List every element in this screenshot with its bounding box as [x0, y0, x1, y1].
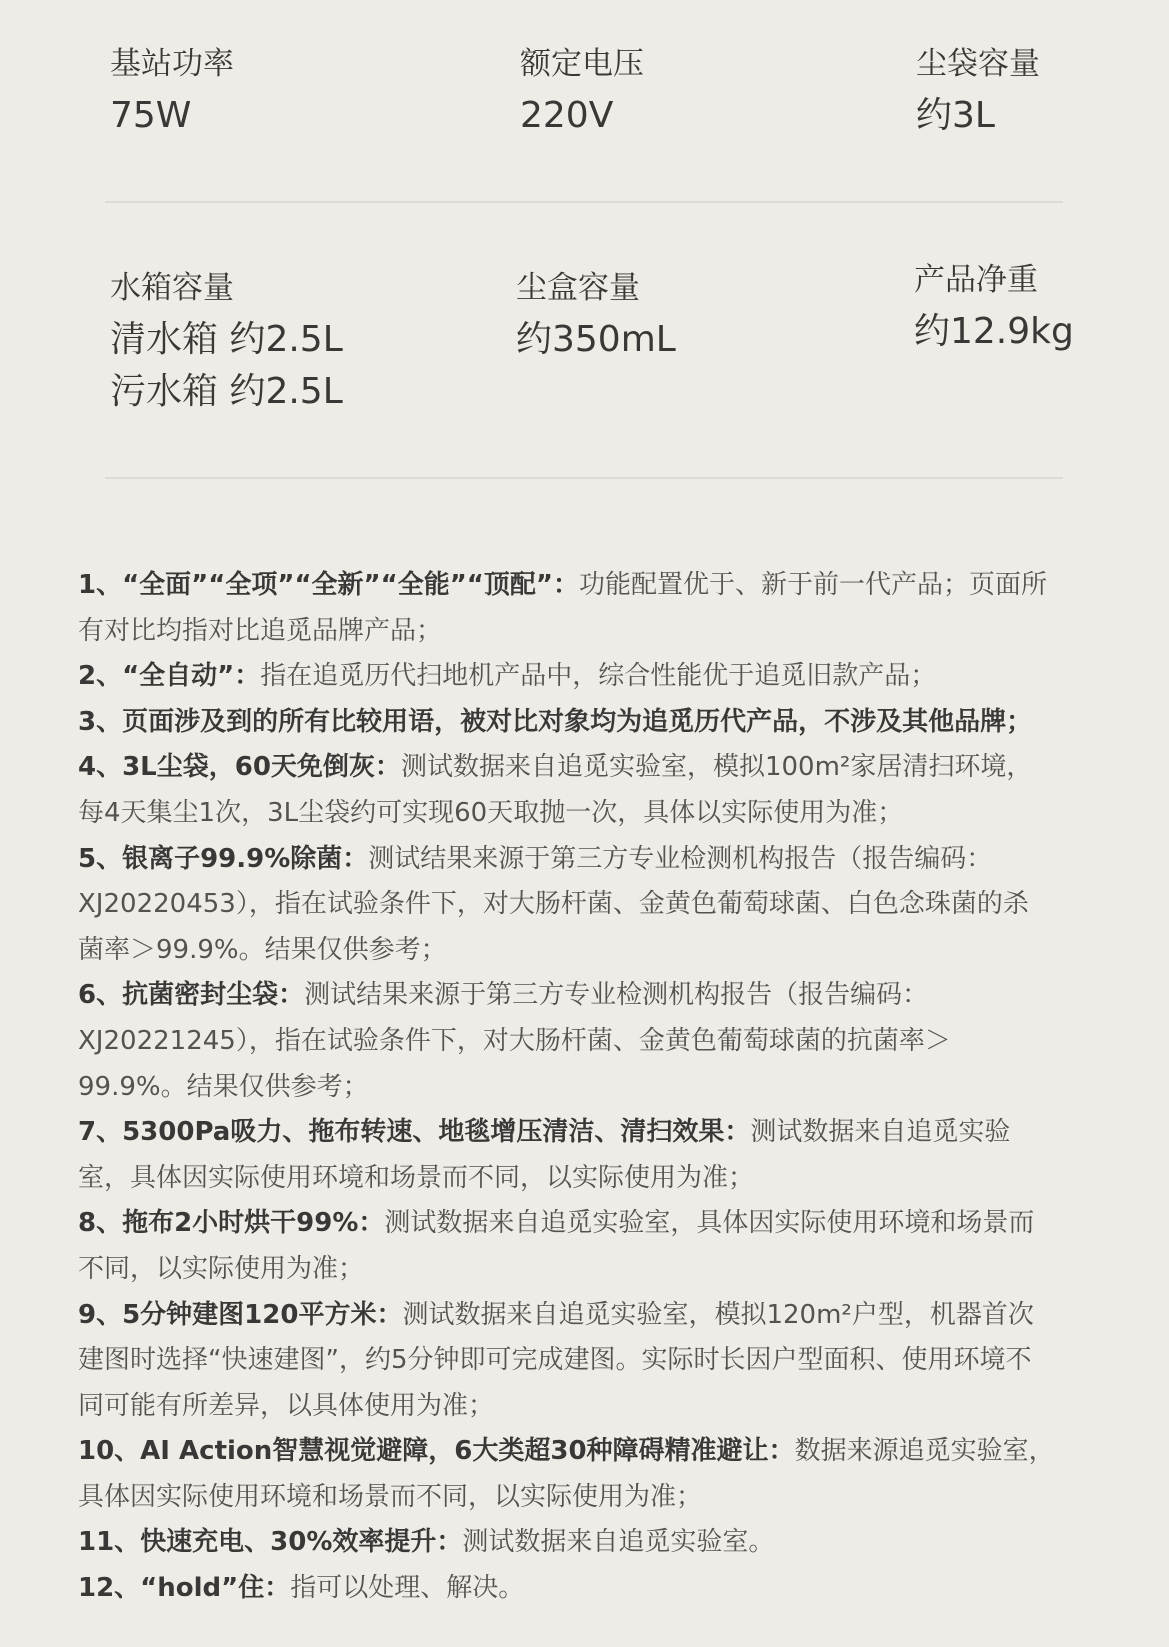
spec-value: 75W: [110, 95, 192, 136]
spec-value: 约3L: [916, 95, 995, 136]
note-text: 不同，以实际使用为准；: [78, 1253, 365, 1284]
note-line: [78, 700, 1118, 746]
note-text: 测试结果来源于第三方专业检测机构报告（报告编码：: [368, 843, 993, 874]
spec-label: 水箱容量: [110, 270, 234, 306]
note-line: [78, 1520, 1118, 1566]
note-line: [78, 745, 1118, 791]
note-line: [78, 1475, 1118, 1521]
note-text: 测试数据来自追觅实验室，具体因实际使用环境和场景而: [384, 1208, 1035, 1239]
spec-value: 220V: [520, 95, 614, 136]
spec-dust-bag-capacity: [916, 46, 1040, 142]
note-text: 同可能有所差异，以具体使用为准；: [78, 1390, 495, 1421]
note-line: [78, 1065, 1118, 1111]
spec-value-clean-tank: 清水箱 约2.5L: [110, 319, 343, 360]
note-line: [78, 1201, 1118, 1247]
spec-net-weight: [914, 262, 1074, 358]
spec-value: 约350mL: [516, 319, 676, 360]
spec-label: 额定电压: [520, 46, 644, 82]
spec-dust-box-capacity: [516, 270, 676, 366]
spec-rated-voltage: [520, 46, 644, 142]
note-emphasis: 3、页面涉及到的所有比较用语，被对比对象均为追觅历代产品，不涉及其他品牌；: [78, 706, 1033, 737]
spec-value: 约12.9kg: [914, 311, 1074, 352]
note-text: 测试数据来自追觅实验室，模拟120m²户型，机器首次: [402, 1299, 1034, 1330]
note-line: [78, 1566, 1118, 1612]
note-text: 指在追觅历代扫地机产品中，综合性能优于追觅旧款产品；: [260, 661, 937, 692]
spec-label: 产品净重: [914, 262, 1038, 298]
note-emphasis: 6、抗菌密封尘袋：: [78, 980, 305, 1011]
spec-station-power: [110, 46, 234, 142]
note-line: [78, 1019, 1118, 1065]
note-line: [78, 1156, 1118, 1202]
note-text: 每4天集尘1次，3L尘袋约可实现60天取抛一次，具体以实际使用为准；: [78, 797, 904, 828]
note-line: [78, 1247, 1118, 1293]
note-line: [78, 1338, 1118, 1384]
note-line: [78, 928, 1118, 974]
footnotes: [78, 563, 1118, 1612]
note-line: [78, 837, 1118, 883]
note-text: 有对比均指对比追觅品牌产品；: [78, 615, 443, 646]
spec-label: 尘袋容量: [916, 46, 1040, 82]
note-text: 测试数据来自追觅实验室。: [462, 1527, 775, 1558]
note-line: [78, 609, 1118, 655]
note-text: 99.9%。结果仅供参考；: [78, 1071, 369, 1102]
note-emphasis: 1、“全面”“全项”“全新”“全能”“顶配”：: [78, 570, 579, 600]
note-text: 菌率＞99.9%。结果仅供参考；: [78, 934, 447, 965]
note-text: 室，具体因实际使用环境和场景而不同，以实际使用为准；: [78, 1162, 755, 1193]
note-emphasis: 5、银离子99.9%除菌：: [78, 843, 369, 874]
note-emphasis: 2、“全自动”：: [78, 661, 261, 692]
note-text: 功能配置优于、新于前一代产品；页面所: [578, 570, 1047, 600]
note-line: [78, 1293, 1118, 1339]
note-line: [78, 973, 1118, 1019]
note-line: [78, 654, 1118, 700]
spec-value-dirty-tank: 污水箱 约2.5L: [110, 371, 343, 412]
note-emphasis: 10、AI Action智慧视觉避障，6大类超30种障碍精准避让：: [78, 1436, 795, 1467]
spec-label: 尘盒容量: [516, 270, 640, 306]
spec-label: 基站功率: [110, 46, 234, 82]
note-emphasis: 12、“hold”住：: [78, 1573, 291, 1604]
note-line: [78, 1110, 1118, 1156]
note-text: 具体因实际使用环境和场景而不同，以实际使用为准；: [78, 1481, 703, 1512]
note-emphasis: 7、5300Pa吸力、拖布转速、地毯增压清洁、清扫效果：: [78, 1117, 751, 1148]
spec-water-tank-capacity: [110, 270, 343, 418]
note-emphasis: 11、快速充电、30%效率提升：: [78, 1527, 463, 1558]
note-text: XJ20221245），指在试验条件下，对大肠杆菌、金黄色葡萄球菌的抗菌率＞: [78, 1025, 951, 1056]
note-text: 指可以处理、解决。: [290, 1573, 525, 1604]
note-line: [78, 1384, 1118, 1430]
divider: [105, 201, 1063, 203]
note-text: 建图时选择“快速建图”，约5分钟即可完成建图。实际时长因户型面积、使用环境不: [78, 1345, 1032, 1376]
divider: [105, 477, 1063, 479]
note-line: [78, 882, 1118, 928]
note-line: [78, 791, 1118, 837]
note-emphasis: 9、5分钟建图120平方米：: [78, 1299, 403, 1330]
note-line: [78, 1429, 1118, 1475]
note-text: 数据来源追觅实验室，: [794, 1436, 1055, 1467]
note-text: 测试数据来自追觅实验: [750, 1117, 1011, 1148]
note-text: 测试结果来源于第三方专业检测机构报告（报告编码：: [304, 980, 929, 1011]
note-text: XJ20220453），指在试验条件下，对大肠杆菌、金黄色葡萄球菌、白色念珠菌的杀: [78, 889, 1029, 920]
note-text: 测试数据来自追觅实验室，模拟100m²家居清扫环境，: [400, 752, 1033, 783]
note-emphasis: 4、3L尘袋，60天免倒灰：: [78, 752, 401, 783]
note-emphasis: 8、拖布2小时烘干99%：: [78, 1208, 385, 1239]
note-line: [78, 563, 1118, 609]
